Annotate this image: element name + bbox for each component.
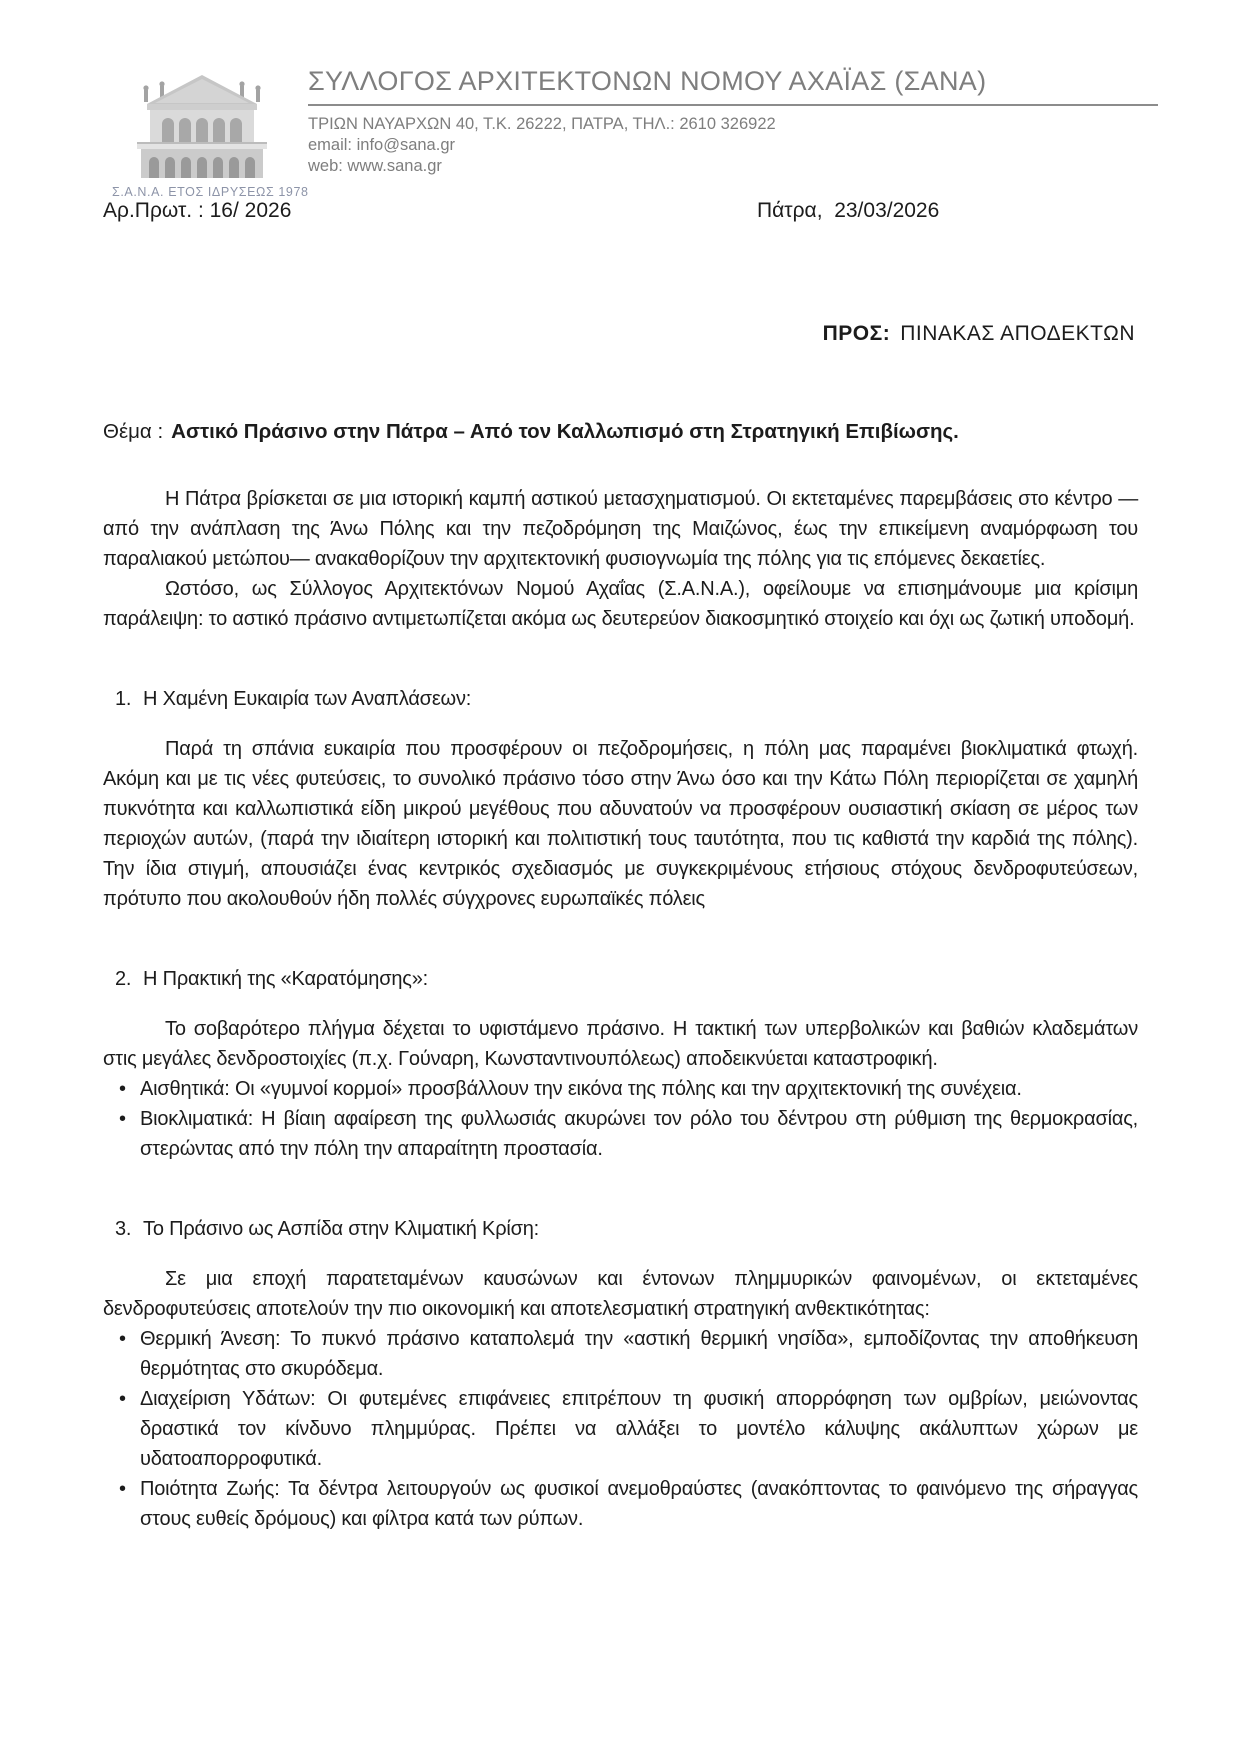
- protocol-number: Αρ.Πρωτ. : 16/ 2026: [103, 199, 292, 222]
- subject-label: Θέμα :: [103, 420, 164, 443]
- bullet-icon: •: [119, 1108, 126, 1130]
- list-item: [103, 1474, 1138, 1534]
- bullet-icon: •: [119, 1328, 126, 1350]
- section-2-bullet-list: [103, 1074, 1138, 1164]
- bullet-icon: •: [119, 1078, 126, 1100]
- section-2-number: 2.: [115, 968, 132, 990]
- subject-line: [103, 420, 1141, 444]
- section-3-heading: [103, 1214, 1138, 1244]
- recipient-value: ΠΙΝΑΚΑΣ ΑΠΟΔΕΚΤΩΝ: [900, 322, 1135, 345]
- classical-building-logo-icon: [117, 62, 287, 178]
- bullet-text: Ποιότητα Ζωής: Τα δέντρα λειτουργούν ως φυσικοί ανεμοθραύστες (ανακόπτοντας το φαινόμενο της σήραγγας στους ευθείς δρόμους) και φίλτρα κατά των ρύπων.: [140, 1478, 1138, 1530]
- intro-paragraph: Ωστόσο, ως Σύλλογος Αρχιτεκτόνων Νομού Αχαΐας (Σ.Α.Ν.Α.), οφείλουμε να επισημάνουμε μια κρίσιμη παράλειψη: το αστικό πράσινο αντιμετωπίζεται ακόμα ως δευτερεύον διακοσμητικό στοιχείο και όχι ως ζωτική υποδομή.: [103, 578, 1138, 630]
- subject-text: Αστικό Πράσινο στην Πάτρα – Από τον Καλλωπισμό στη Στρατηγική Επιβίωσης.: [171, 420, 959, 443]
- intro-paragraph: Η Πάτρα βρίσκεται σε μια ιστορική καμπή αστικού μετασχηματισμού. Οι εκτεταμένες παρεμβάσεις στο κέντρο —από την ανάπλαση της Άνω Πόλης και την πεζοδρόμηση της Μαιζώνος, έως την επικείμενη αναμόρφωση του παραλιακού μετώπου— ανακαθορίζουν την αρχιτεκτονική φυσιογνωμία της πόλης για τις επόμενες δεκαετίες.: [103, 488, 1138, 570]
- section-2-body: Το σοβαρότερο πλήγμα δέχεται το υφιστάμενο πράσινο. Η τακτική των υπερβολικών και βαθιών κλαδεμάτων στις μεγάλες δενδροστοιχίες (π.χ. Γούναρη, Κωνσταντινουπόλεως) αποδεικνύεται καταστροφική.: [103, 1018, 1138, 1070]
- section-1-body: Παρά τη σπάνια ευκαιρία που προσφέρουν οι πεζοδρομήσεις, η πόλη μας παραμένει βιοκλιματικά φτωχή. Ακόμη και με τις νέες φυτεύσεις, το συνολικό πράσινο τόσο στην Άνω όσο και την Κάτω Πόλη περιορίζεται σε χαμηλή πυκνότητα και καλλωπιστικά είδη μικρού μεγέθους που αδυνατούν να προσφέρουν ουσιαστική σκίαση σε μέρος των περιοχών αυτών, (παρά την ιδιαίτερη ιστορική και πολιτιστική τους ταυτότητα, που τις καθιστά την καρδιά της πόλης). Την ίδια στιγμή, απουσιάζει ένας κεντρικός σχεδιασμός με συγκεκριμένους ετήσιους στόχους δενδροφυτεύσεων, πρότυπο που ακολουθούν ήδη πολλές σύγχρονες ευρωπαϊκές πόλεις: [103, 738, 1138, 910]
- list-item: [103, 1324, 1138, 1384]
- org-name: ΣΥΛΛΟΓΟΣ ΑΡΧΙΤΕΚΤΟΝΩΝ ΝΟΜΟΥ ΑΧΑΪΑΣ (ΣΑΝΑ): [308, 66, 987, 96]
- letterhead: [308, 66, 1158, 177]
- list-item: [103, 1104, 1138, 1164]
- section-1-number: 1.: [115, 688, 132, 710]
- bullet-icon: •: [119, 1478, 126, 1500]
- section-3-body: Σε μια εποχή παρατεταμένων καυσώνων και έντονων πλημμυρικών φαινομένων, οι εκτεταμένες δενδροφυτεύσεις αποτελούν την πιο οικονομική και αποτελεσματική στρατηγική ανθεκτικότητας:: [103, 1268, 1138, 1320]
- bullet-text: Βιοκλιματικά: Η βίαιη αφαίρεση της φυλλωσιάς ακυρώνει τον ρόλο του δέντρου στη ρύθμιση της θερμοκρασίας, στερώντας από την πόλη την απαραίτητη προστασία.: [140, 1108, 1138, 1160]
- section-1-heading: [103, 684, 1138, 714]
- bullet-icon: •: [119, 1388, 126, 1410]
- header-divider: [308, 104, 1158, 106]
- org-logo: [112, 62, 309, 199]
- bullet-text: Θερμική Άνεση: Το πυκνό πράσινο καταπολεμά την «αστική θερμική νησίδα», εμποδίζοντας την αποθήκευση θερμότητας στο σκυρόδεμα.: [140, 1328, 1138, 1380]
- section-2-title: Η Πρακτική της «Καρατόμησης»:: [143, 968, 429, 990]
- recipient-line: [103, 322, 1135, 346]
- bullet-text: Διαχείριση Υδάτων: Οι φυτεμένες επιφάνειες επιτρέπουν τη φυσική απορρόφηση των ομβρίων, μειώνοντας δραστικά τον κίνδυνο πλημμύρας. Πρέπει να αλλάξει το μοντέλο κάλυψης ακάλυπτων χώρων με υδατοαπορροφυτικά.: [140, 1388, 1138, 1470]
- list-item: [103, 1384, 1138, 1474]
- section-3-bullet-list: [103, 1324, 1138, 1534]
- list-item: [103, 1074, 1138, 1104]
- section-3-number: 3.: [115, 1218, 132, 1240]
- place-date: Πάτρα, 23/03/2026: [757, 199, 940, 222]
- section-3-title: Το Πράσινο ως Ασπίδα στην Κλιματική Κρίση:: [143, 1218, 540, 1240]
- org-address: ΤΡΙΩΝ ΝΑΥΑΡΧΩΝ 40, Τ.Κ. 26222, ΠΑΤΡΑ, ΤΗΛ.: 2610 326922: [308, 115, 776, 133]
- letter-body: [103, 484, 1138, 1534]
- logo-caption: Σ.Α.Ν.Α. ΕΤΟΣ ΙΔΡΥΣΕΩΣ 1978: [112, 185, 309, 199]
- org-web: web: www.sana.gr: [308, 157, 442, 175]
- org-email: email: info@sana.gr: [308, 136, 455, 154]
- bullet-text: Αισθητικά: Οι «γυμνοί κορμοί» προσβάλλουν την εικόνα της πόλης και την αρχιτεκτονική της συνέχεια.: [140, 1078, 1022, 1100]
- section-2-heading: [103, 964, 1138, 994]
- recipient-label: ΠΡΟΣ:: [822, 322, 891, 345]
- section-1-title: Η Χαμένη Ευκαιρία των Αναπλάσεων:: [143, 688, 472, 710]
